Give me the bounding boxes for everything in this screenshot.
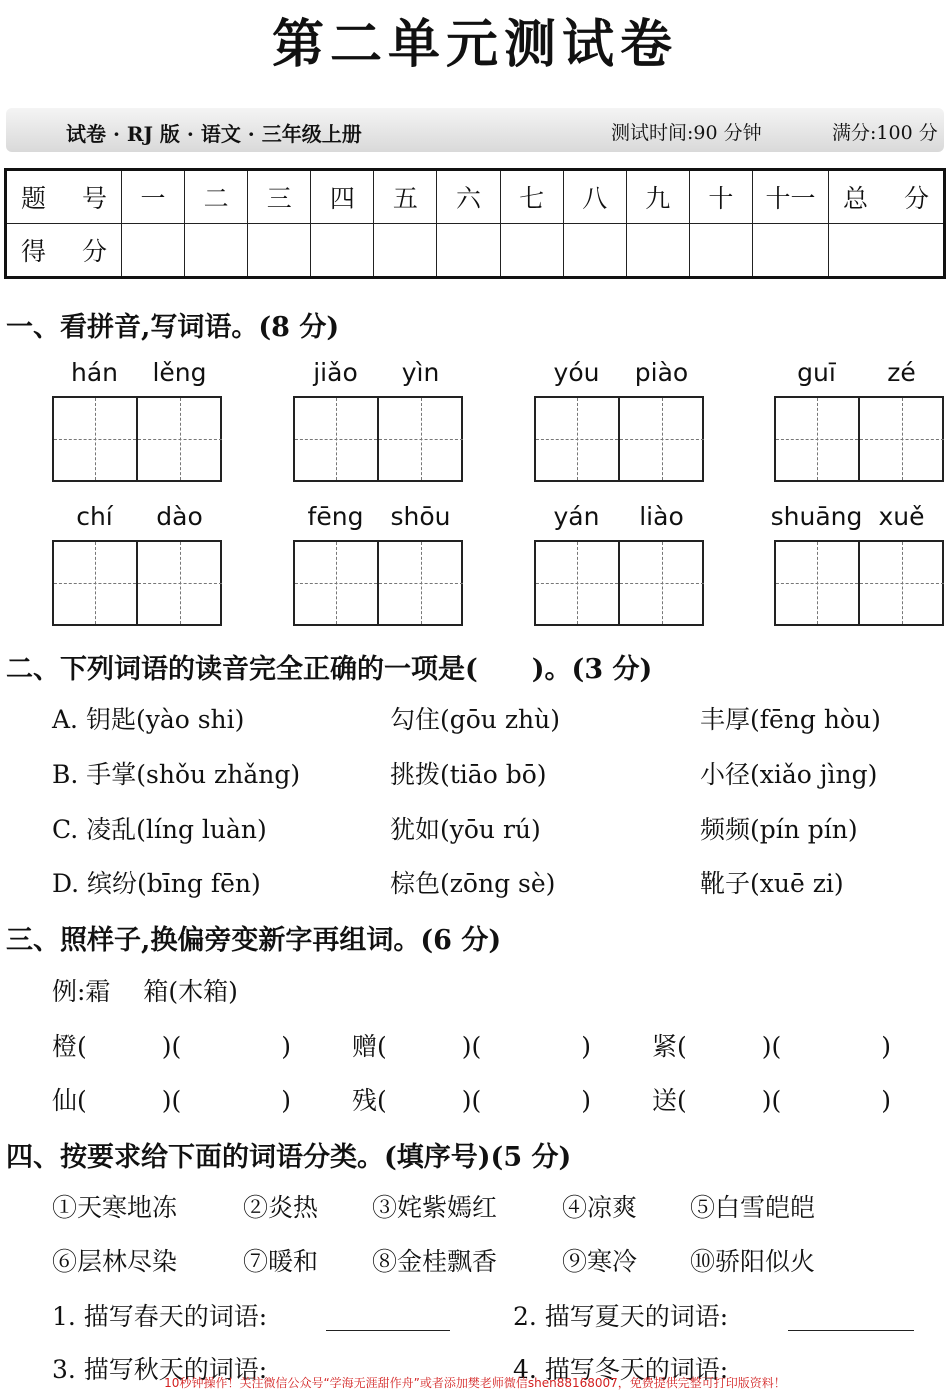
- section3-example: 例:霜 箱(木箱): [52, 977, 238, 1006]
- score-header-label: 题 号: [6, 170, 122, 224]
- question-autumn: 3. 描写秋天的词语:: [52, 1355, 268, 1384]
- score-cell[interactable]: [122, 224, 185, 278]
- exam-time: 测试时间:90 分钟: [611, 122, 762, 144]
- pinyin-syllable: piào: [634, 358, 689, 387]
- pinyin-word: [534, 498, 704, 628]
- writing-grid[interactable]: [293, 540, 463, 626]
- score-col-8: 八: [563, 170, 626, 224]
- score-cell[interactable]: [248, 224, 311, 278]
- score-cell[interactable]: [311, 224, 374, 278]
- footer-watermark: 10秒钟操作！关注微信公众号“学海无涯甜作舟”或者添加樊老师微信shen88168007，免费提供完整可打印版资料！: [164, 1376, 786, 1390]
- pinyin-syllable: hán: [70, 358, 118, 387]
- question-spring: 1. 描写春天的词语:: [52, 1302, 268, 1331]
- pinyin-syllable: jiǎo: [313, 358, 358, 387]
- option-a-word3: 丰厚(fēng hòu): [700, 705, 881, 734]
- score-table-score-row: [6, 224, 945, 278]
- section2-title: 二、下列词语的读音完全正确的一项是( )。(3 分): [6, 654, 653, 685]
- word-item: ①天寒地冻: [52, 1193, 178, 1222]
- pinyin-syllable: lěng: [152, 358, 207, 387]
- pinyin-word: [774, 354, 944, 484]
- pinyin-syllable: xuě: [878, 502, 925, 531]
- pinyin-syllable: chí: [76, 502, 113, 531]
- exam-edition: 试卷 · RJ 版 · 语文 · 三年级上册: [66, 122, 362, 146]
- score-cell[interactable]: [563, 224, 626, 278]
- score-col-5: 五: [374, 170, 437, 224]
- pinyin-word: [293, 498, 463, 628]
- pinyin-word: [770, 498, 944, 628]
- answer-blank-spring[interactable]: [326, 1301, 450, 1331]
- option-d-word2: 棕色(zōng sè): [390, 869, 556, 898]
- answer-blank-summer[interactable]: [788, 1301, 914, 1331]
- pinyin-word: [293, 354, 463, 484]
- pinyin-syllable: zé: [887, 358, 916, 387]
- question-winter: 4. 描写冬天的词语:: [513, 1355, 729, 1384]
- page-title: 第二单元测试卷: [271, 14, 678, 75]
- score-col-1: 一: [122, 170, 185, 224]
- score-total-cell[interactable]: [829, 224, 945, 278]
- char-fill-item[interactable]: 紧( )( ): [652, 1032, 892, 1061]
- word-item: ⑩骄阳似火: [690, 1247, 816, 1276]
- score-table-header-row: [6, 170, 945, 224]
- option-d-word3: 靴子(xuē zi): [700, 869, 844, 898]
- pinyin-syllable: shōu: [390, 502, 451, 531]
- score-total-label: 总 分: [829, 170, 945, 224]
- score-cell[interactable]: [689, 224, 752, 278]
- pinyin-syllable: fēng: [307, 502, 364, 531]
- score-cell[interactable]: [437, 224, 500, 278]
- char-fill-item[interactable]: 送( )( ): [652, 1086, 892, 1115]
- option-d[interactable]: D. 缤纷(bīng fēn): [52, 869, 261, 898]
- score-cell[interactable]: [753, 224, 829, 278]
- word-item: ⑤白雪皑皑: [690, 1193, 816, 1222]
- score-table: [4, 168, 946, 279]
- option-a[interactable]: A. 钥匙(yào shi): [52, 705, 245, 734]
- word-item: ③姹紫嫣红: [372, 1193, 498, 1222]
- option-b[interactable]: B. 手掌(shǒu zhǎng): [52, 760, 301, 789]
- question-summer: 2. 描写夏天的词语:: [513, 1302, 729, 1331]
- exam-info-bar: [6, 108, 944, 152]
- score-cell[interactable]: [374, 224, 437, 278]
- section1-title: 一、看拼音,写词语。(8 分): [6, 312, 340, 343]
- word-item: ⑦暖和: [243, 1247, 319, 1276]
- pinyin-syllable: yìn: [401, 358, 440, 387]
- writing-grid[interactable]: [52, 396, 222, 482]
- score-col-7: 七: [500, 170, 563, 224]
- pinyin-word: [52, 354, 222, 484]
- word-item: ②炎热: [243, 1193, 319, 1222]
- word-item: ⑥层林尽染: [52, 1247, 178, 1276]
- writing-grid[interactable]: [293, 396, 463, 482]
- word-item: ⑨寒冷: [562, 1247, 638, 1276]
- writing-grid[interactable]: [52, 540, 222, 626]
- writing-grid[interactable]: [534, 396, 704, 482]
- option-c-word3: 频频(pín pín): [700, 815, 858, 844]
- score-col-10: 十: [689, 170, 752, 224]
- pinyin-syllable: liào: [639, 502, 684, 531]
- option-c[interactable]: C. 凌乱(líng luàn): [52, 815, 267, 844]
- writing-grid[interactable]: [774, 396, 944, 482]
- pinyin-syllable: shuāng: [770, 502, 863, 531]
- pinyin-syllable: dào: [156, 502, 203, 531]
- word-item: ⑧金桂飘香: [372, 1247, 498, 1276]
- score-col-6: 六: [437, 170, 500, 224]
- char-fill-item[interactable]: 赠( )( ): [352, 1032, 592, 1061]
- option-a-word2: 勾住(gōu zhù): [390, 705, 560, 734]
- score-col-4: 四: [311, 170, 374, 224]
- pinyin-syllable: guī: [797, 358, 836, 387]
- char-fill-item[interactable]: 仙( )( ): [52, 1086, 292, 1115]
- section3-title: 三、照样子,换偏旁变新字再组词。(6 分): [6, 925, 502, 956]
- score-col-9: 九: [626, 170, 689, 224]
- pinyin-syllable: yóu: [553, 358, 600, 387]
- score-cell[interactable]: [626, 224, 689, 278]
- word-item: ④凉爽: [562, 1193, 638, 1222]
- char-fill-item[interactable]: 残( )( ): [352, 1086, 592, 1115]
- option-c-word2: 犹如(yōu rú): [390, 815, 541, 844]
- writing-grid[interactable]: [534, 540, 704, 626]
- score-col-11: 十一: [753, 170, 829, 224]
- option-b-word2: 挑拨(tiāo bō): [390, 760, 547, 789]
- score-cell[interactable]: [500, 224, 563, 278]
- option-b-word3: 小径(xiǎo jìng): [700, 760, 878, 789]
- pinyin-word: [534, 354, 704, 484]
- score-col-2: 二: [185, 170, 248, 224]
- pinyin-syllable: yán: [553, 502, 600, 531]
- char-fill-item[interactable]: 橙( )( ): [52, 1032, 292, 1061]
- pinyin-word: [52, 498, 222, 628]
- writing-grid[interactable]: [774, 540, 944, 626]
- score-cell[interactable]: [185, 224, 248, 278]
- score-row-label: 得 分: [6, 224, 122, 278]
- exam-full-score: 满分:100 分: [832, 122, 938, 144]
- score-col-3: 三: [248, 170, 311, 224]
- section4-title: 四、按要求给下面的词语分类。(填序号)(5 分): [6, 1142, 572, 1173]
